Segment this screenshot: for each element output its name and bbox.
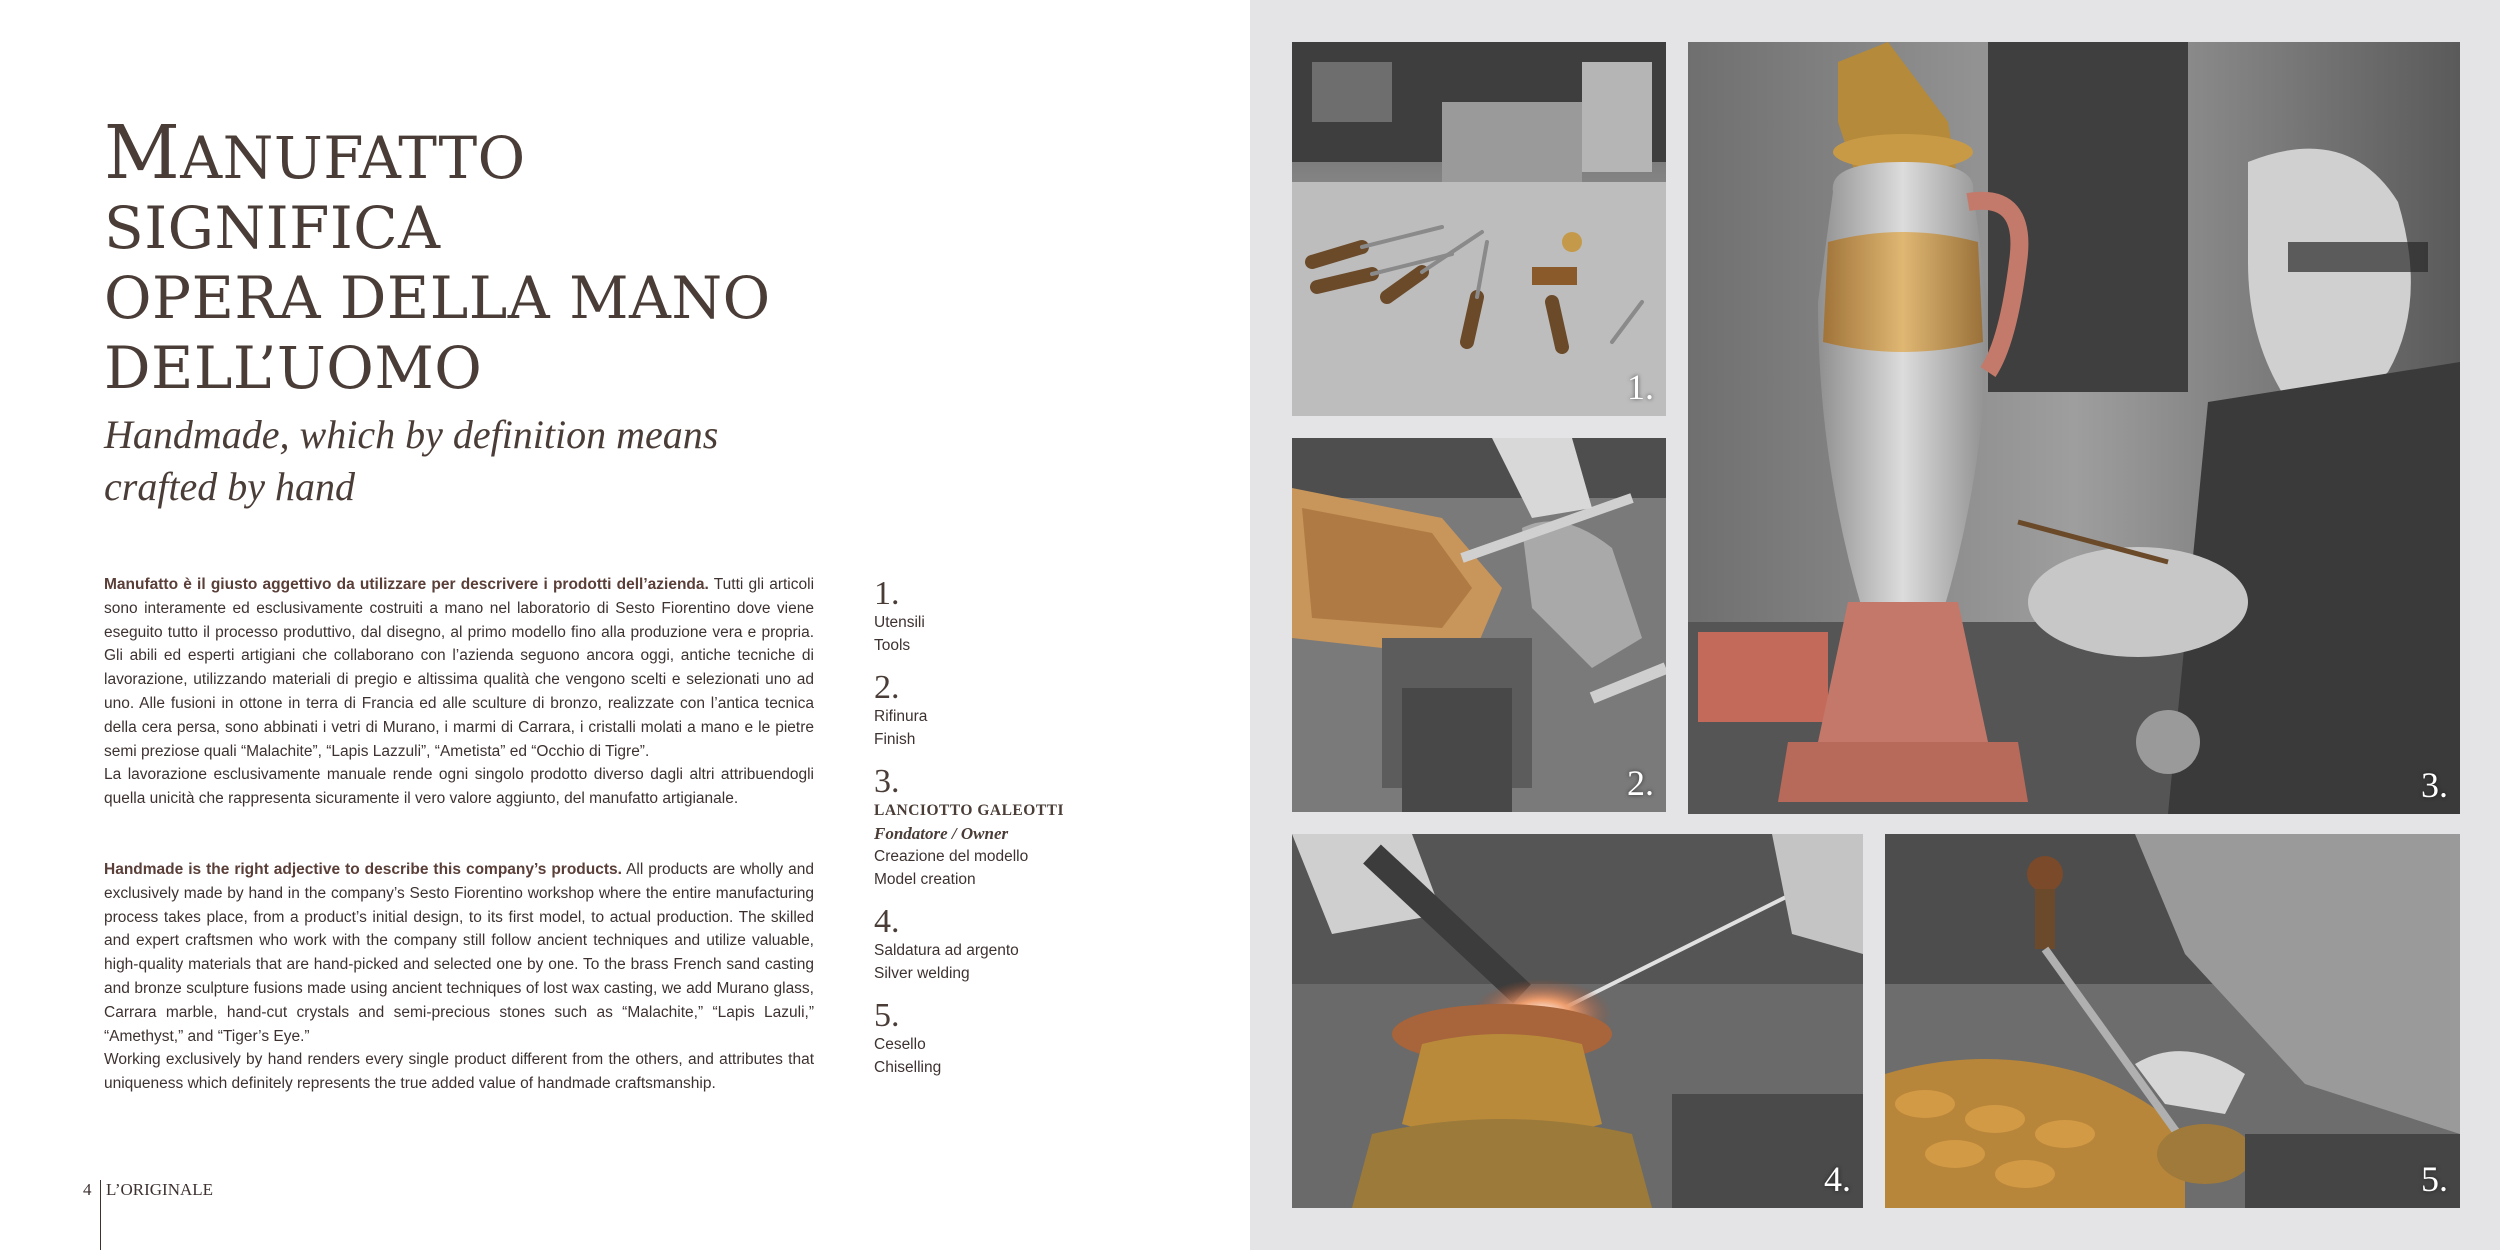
photo-number: 4.	[1824, 1159, 1851, 1199]
caption-italian: Cesello	[874, 1036, 926, 1053]
caption-number: 2.	[874, 669, 900, 706]
photo-tools	[1292, 42, 1666, 416]
caption-italian: Creazione del modello	[874, 848, 1029, 865]
photo-chiselling	[1885, 834, 2460, 1208]
footer-brand: L’ORIGINALE	[106, 1180, 214, 1199]
caption-number: 1.	[874, 575, 900, 612]
english-lead: Handmade is the right adjective to describe this company’s products.	[104, 861, 622, 878]
italian-text: Tutti gli articoli sono interamente ed esclusivamente costruiti a mano nel laboratorio di Sesto Fiorentino dove viene eseguito tutto il processo produttivo, dal disegno, al primo modello fino alla produzione vera e propria. Gli abili ed esperti artigiani che collaborano con l’azienda seguono ancora oggi, antiche tecniche di lavorazione, utilizzando materiali di pregio e altissima qualità che vengono scelti e selezionati uno ad uno. Alle fusioni in ottone in terra di Francia ed alle sculture di bronzo, realizzate con l’antica tecnica della cera persa, sono abbinati i vetri di Murano, i marmi di Carrara, i cristalli molati a mano e le pietre semi preziose quali “Malachite”, “Lapis Lazzuli”, “Ametista” ed “Occhio di Tigre”.	[104, 576, 815, 760]
photo-captions	[874, 577, 1104, 1093]
model-creation-photo-illustration	[1688, 42, 2460, 814]
caption-english: Finish	[874, 731, 916, 748]
caption-english: Chiselling	[874, 1059, 942, 1076]
subtitle-line-2: crafted by hand	[104, 464, 356, 509]
silver-welding-photo-illustration	[1292, 834, 1863, 1208]
photo-number: 5.	[2421, 1159, 2448, 1199]
caption-1	[874, 577, 1104, 657]
chiselling-photo-illustration	[1885, 834, 2460, 1208]
footer-rule	[100, 1180, 101, 1250]
caption-4	[874, 905, 1104, 985]
english-text-2: Working exclusively by hand renders every single product different from the others, and attributes that uniqueness which definitely represents the true added value of handmade craftsmanship.	[104, 1051, 814, 1093]
caption-5	[874, 999, 1104, 1079]
caption-english: Model creation	[874, 871, 976, 888]
photo-finish	[1292, 438, 1666, 812]
title-line-3: DELL’UOMO	[104, 334, 483, 402]
photo-number: 3.	[2421, 765, 2448, 805]
photo-number: 2.	[1627, 763, 1654, 803]
caption-person-role: Fondatore / Owner	[874, 824, 1009, 843]
photo-silver-welding	[1292, 834, 1863, 1208]
finish-photo-illustration	[1292, 438, 1666, 812]
english-text: All products are wholly and exclusively made by hand in the company’s Sesto Fiorentino workshop where the entire manufacturing process takes place, from a product’s initial design, to its first model, to actual production. The skilled and expert craftsmen who work with the company still follow ancient techniques and utilize valuable, high-quality materials that are hand-picked and selected one by one. To the brass French sand casting and bronze sculpture fusions made using ancient techniques of lost wax casting, we add Murano glass, Carrara marble, hand-cut crystals and semi-precious stones such as “Malachite,” “Lapis Lazuli,” “Amethyst,” and “Tiger’s Eye.”	[104, 861, 814, 1045]
caption-italian: Saldatura ad argento	[874, 942, 1019, 959]
caption-2	[874, 671, 1104, 751]
subtitle-line-1: Handmade, which by definition means	[104, 412, 719, 457]
caption-english: Tools	[874, 637, 911, 654]
italian-text-2: La lavorazione esclusivamente manuale rende ogni singolo prodotto diverso dagli altri attribuendogli quella unicità che rappresenta sicuramente il vero valore aggiunto, del manufatto artigianale.	[104, 766, 814, 808]
right-page	[1250, 0, 2500, 1250]
photo-number: 1.	[1627, 367, 1654, 407]
title-line-2: OPERA DELLA MANO	[104, 264, 771, 332]
caption-italian: Rifinura	[874, 708, 928, 725]
caption-italian: Utensili	[874, 614, 925, 631]
title-line-1: MANUFATTO SIGNIFICA	[104, 110, 526, 262]
caption-person-name: LANCIOTTO GALEOTTI	[874, 802, 1065, 819]
title-block	[104, 110, 864, 513]
caption-number: 3.	[874, 763, 900, 800]
photo-model-creation	[1688, 42, 2460, 814]
italian-lead: Manufatto è il giusto aggettivo da utilizzare per descrivere i prodotti dell’azienda.	[104, 576, 709, 593]
caption-number: 5.	[874, 997, 900, 1034]
page-number: 4	[83, 1180, 92, 1199]
caption-number: 4.	[874, 903, 900, 940]
caption-english: Silver welding	[874, 965, 970, 982]
page-subtitle	[104, 409, 864, 513]
caption-3	[874, 765, 1104, 891]
tools-photo-illustration	[1292, 42, 1666, 416]
italian-paragraph	[104, 573, 814, 811]
english-paragraph	[104, 858, 814, 1096]
page-title	[104, 110, 864, 403]
